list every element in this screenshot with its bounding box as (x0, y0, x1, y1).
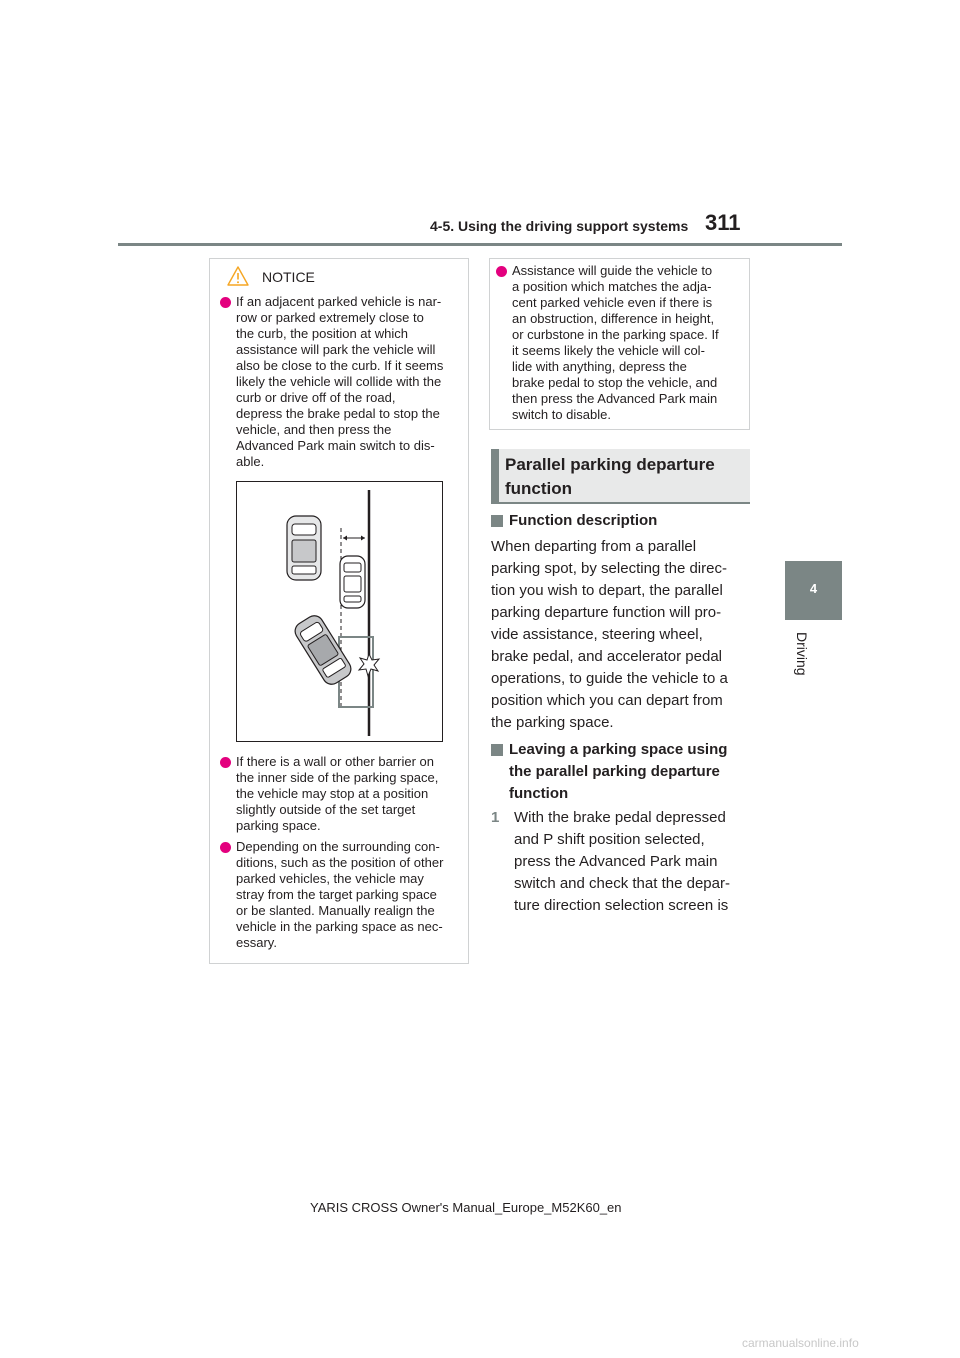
notice-header (210, 265, 468, 289)
chapter-tab (785, 561, 842, 620)
bullet-dot (220, 842, 231, 853)
step-1 (491, 807, 753, 917)
footer-manual-id: YARIS CROSS Owner's Manual_Europe_M52K60_en (310, 1200, 622, 1215)
parked-car-top (287, 516, 321, 580)
notice-bullet-2 (220, 754, 464, 834)
subheading-text: Function description (509, 512, 658, 529)
chapter-label (796, 632, 812, 692)
notice-bullet-text: Depending on the surrounding con- ditions, such as the position of other parked vehicles, the vehicle may stray from the target parking space or be slanted. Manually realign the vehicle in the parking space as nec- essary. (236, 839, 444, 950)
bullet-dot (220, 297, 231, 308)
right-notice-box (489, 258, 750, 430)
bullet-dot (496, 266, 507, 277)
notice-bullet-text: If an adjacent parked vehicle is nar- row or parked extremely close to the curb, the position at which assistance will park the vehicle will also be close to the curb. If it seems likely the vehicle will collide with the curb or drive off of the road, depress the brake pedal to stop the vehicle, and then press the Advanced Park main switch to dis- able. (236, 294, 444, 469)
subheading-text: Leaving a parking space using the parallel parking departure function (509, 741, 728, 802)
notice-bullet-1 (220, 294, 464, 470)
square-bullet-icon (491, 744, 503, 756)
watermark: carmanualsonline.info (742, 1336, 859, 1350)
parking-illustration (236, 481, 443, 742)
header-rule (118, 243, 842, 246)
section-heading (491, 449, 750, 504)
function-description-paragraph: When departing from a parallel parking spot, by selecting the direc- tion you wish to depart, the parallel parking departure function will pro- vide assistance, steering wheel, brake pedal, and accelerator pedal operations, to guide the vehicle to a position which you can depart from the parking space. (491, 538, 728, 731)
chapter-name: Driving (794, 632, 810, 676)
step-number: 1 (491, 809, 500, 826)
right-notice-bullet (496, 263, 744, 423)
subheading-leaving-space (491, 739, 753, 805)
collision-star (359, 654, 379, 676)
notice-bullet-3 (220, 839, 464, 951)
right-notice-text: Assistance will guide the vehicle to a position which matches the adja- cent parked vehicle even if there is an obstruction, difference in height, or curbstone in the parking space. If it seems likely the vehicle will col- lide with anything, depress the brake pedal to stop the vehicle, and then press the Advanced Park main switch to disable. (512, 263, 719, 422)
section-heading-text: Parallel parking departure function (505, 455, 715, 498)
section-title: 4-5. Using the driving support systems (430, 218, 689, 234)
bullet-dot (220, 757, 231, 768)
notice-title: NOTICE (262, 269, 315, 285)
warning-triangle-icon (226, 265, 250, 287)
chapter-number: 4 (809, 581, 818, 596)
step-text: With the brake pedal depressed and P shift position selected, press the Advanced Park main switch and check that the depar- ture direction selection screen is (514, 809, 730, 914)
subheading-function-description (491, 510, 753, 532)
page-number: 311 (705, 210, 741, 235)
parking-diagram (237, 482, 442, 741)
square-bullet-icon (491, 515, 503, 527)
maneuvering-car (292, 612, 355, 687)
notice-bullet-text: If there is a wall or other barrier on the inner side of the parking space, the vehicle may stop at a position slightly outside of the set target parking space. (236, 754, 439, 833)
parked-car-curb (340, 556, 365, 608)
